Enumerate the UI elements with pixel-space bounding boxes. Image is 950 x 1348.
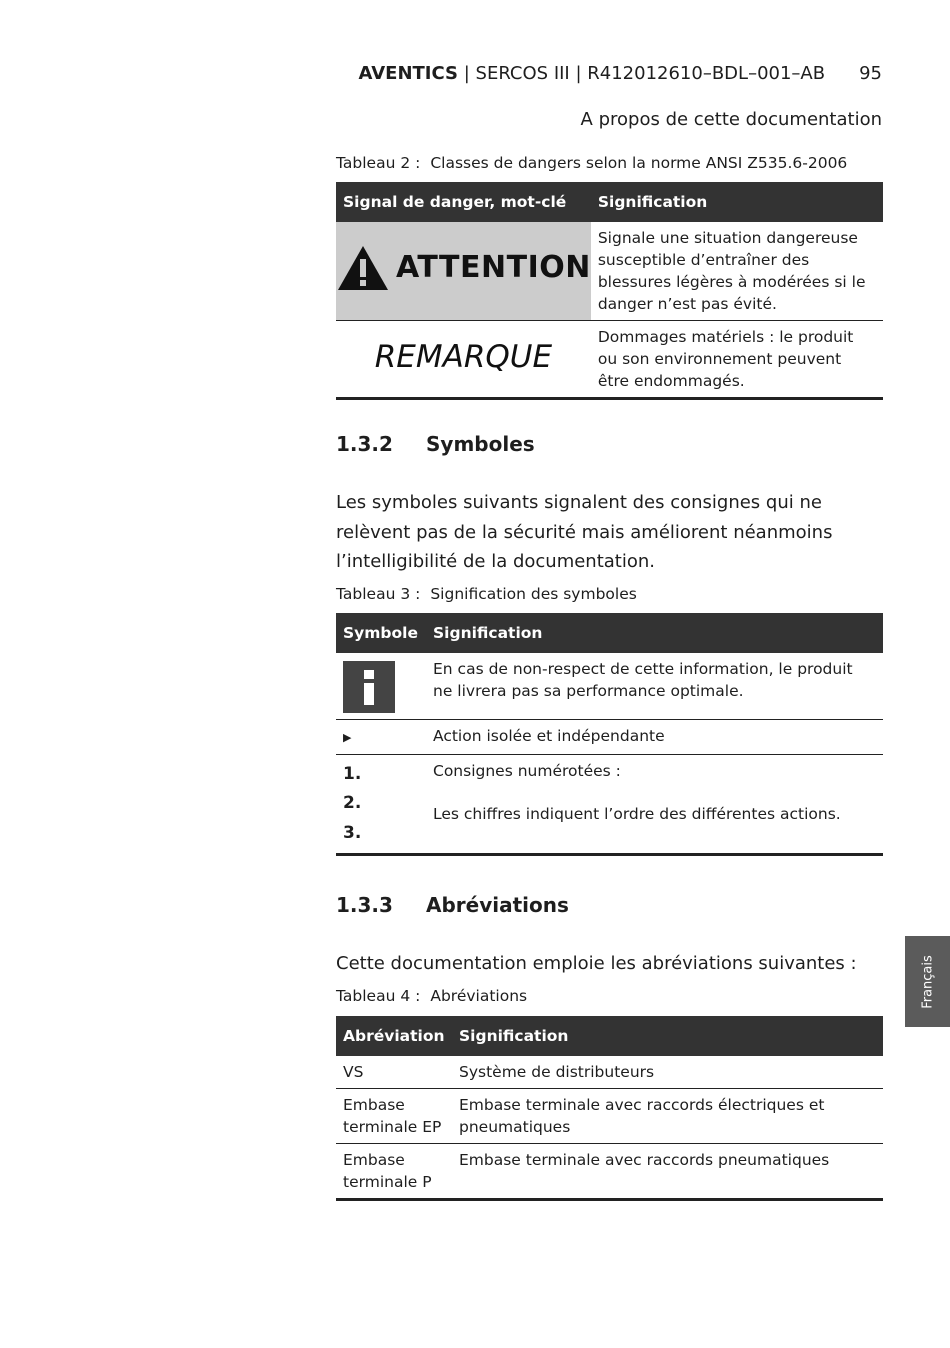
abbreviation-meaning: Système de distributeurs [459,1063,655,1081]
remark-signal-word: REMARQUE [374,338,553,375]
action-meaning: Action isolée et indépendante [426,719,883,754]
table4-header-abbreviation: Abréviation [336,1016,452,1056]
numbered-steps-cell [336,754,426,855]
table-row [336,321,883,399]
abbreviations-intro-paragraph: Cette documentation emploie les abréviations suivantes : [336,953,857,974]
info-icon [343,661,395,713]
section-number: 1.3.2 [336,432,393,456]
attention-signal-cell [336,222,591,321]
action-symbol-cell [336,719,426,754]
section-title: Symboles [426,432,535,456]
numbered-steps-label: Consignes numérotées : [433,761,621,780]
abbreviations-table [336,1016,883,1201]
section-header: A propos de cette documentation [580,109,882,130]
remark-signal-cell [336,321,591,399]
info-symbol-cell [336,653,426,719]
numbered-steps-meaning [426,754,883,855]
attention-meaning: Signale une situation dangereuse susceptible d’entraîner des blessures légères à modérées si le danger n’est pas évité. [597,229,866,313]
table2-caption-number: Tableau 2 : [336,154,421,172]
section-number: 1.3.3 [336,893,393,917]
attention-signal-word: ATTENTION [396,250,591,285]
table-row [336,754,883,855]
table4-caption-text: Abréviations [430,987,528,1005]
table2-header-signal: Signal de danger, mot-clé [336,182,591,222]
abbreviation-cell: Embase terminale P [336,1144,452,1200]
section-title: Abréviations [426,893,569,917]
running-header [300,62,882,86]
table2-header-meaning: Signification [591,182,883,222]
table-row [336,1089,883,1144]
warning-triangle-icon [336,244,390,292]
triangle-right-icon: ▶ [343,730,352,744]
table2-caption [336,153,847,173]
document-reference: | SERCOS III | R412012610–BDL–001–AB [458,63,826,84]
section-heading-abbreviations [336,892,569,918]
table4-header-meaning: Signification [452,1016,883,1056]
remark-meaning: Dommages matériels : le produit ou son environnement peuvent être endommagés. [591,321,883,399]
table4-caption [336,986,527,1006]
table3-caption [336,584,637,604]
abbreviation-meaning: Embase terminale avec raccords électriques et pneumatiques [452,1089,883,1144]
numbered-steps-explanation: Les chiffres indiquent l’ordre des différentes actions. [433,804,841,823]
table-row [336,1144,883,1200]
abbreviation-cell: Embase terminale EP [336,1089,452,1144]
table2-caption-text: Classes de dangers selon la norme ANSI Z535.6-2006 [430,154,848,172]
info-meaning: En cas de non-respect de cette information, le produit ne livrera pas sa performance optimale. [433,660,853,700]
step-number: 3. [343,822,362,843]
abbreviation-cell: VS [343,1063,364,1081]
abbreviation-meaning: Embase terminale avec raccords pneumatiques [452,1144,883,1200]
table-row [336,719,883,754]
language-tab-label: Français [920,954,935,1009]
step-number: 2. [343,793,362,813]
page-number: 95 [859,63,882,84]
step-number: 1. [343,763,362,784]
brand-name: AVENTICS [358,63,459,84]
section-heading-symbols [336,431,535,457]
table-row [336,653,883,719]
table3-caption-number: Tableau 3 : [336,585,421,603]
symbols-table [336,613,883,856]
table3-header-meaning: Signification [426,613,883,653]
language-tab[interactable] [905,936,950,1027]
danger-classes-table [336,182,883,400]
symbols-intro-paragraph: Les symboles suivants signalent des consignes qui ne relèvent pas de la sécurité mais améliorent néanmoins l’intelligibilité de la documentation. [336,492,833,572]
table4-caption-number: Tableau 4 : [336,987,421,1005]
table-row [336,222,883,321]
table3-header-symbol: Symbole [336,613,426,653]
table3-caption-text: Signification des symboles [430,585,637,603]
table-row [336,1056,883,1089]
